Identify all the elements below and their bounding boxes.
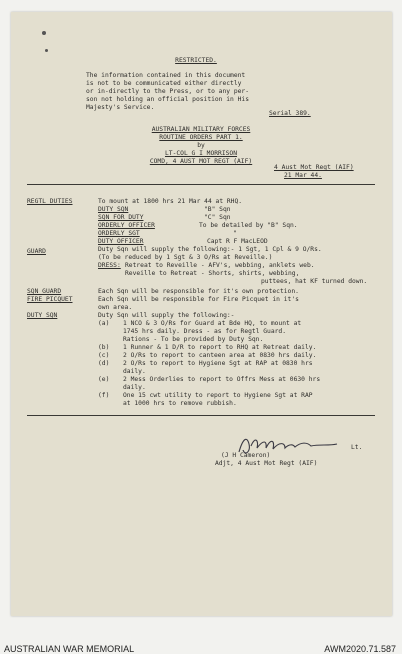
duty-label: DUTY OFFICER	[98, 238, 144, 245]
dress-line: puttees, hat KF turned down.	[261, 278, 368, 285]
title-line: AUSTRALIAN MILITARY FORCES	[151, 126, 251, 133]
signatory-role: Adjt, 4 Aust Mot Regt (AIF)	[215, 460, 318, 467]
item-letter: (a)	[98, 320, 110, 327]
sqn-guard-text: Each Sqn will be responsible for it's own protection.	[98, 288, 299, 295]
duty-value: "	[233, 230, 237, 237]
archive-footer	[0, 622, 402, 653]
punch-hole	[45, 49, 48, 52]
item-line: at 1000 hrs to remove rubbish.	[123, 400, 237, 407]
item-line: daily.	[123, 384, 146, 391]
section-heading-sqn-guard: SQN GUARD	[27, 288, 62, 295]
duty-value: "B" Sqn	[204, 206, 231, 213]
punch-hole	[42, 31, 46, 35]
item-letter: (d)	[98, 360, 110, 367]
item-letter: (f)	[98, 392, 110, 399]
archive-name: AUSTRALIAN WAR MEMORIAL	[4, 644, 135, 654]
title-line: by	[197, 142, 205, 149]
item-line: 1 NCO & 3 O/Rs for Guard at Bde HQ, to mount at	[123, 320, 302, 327]
fire-picquet-line: Each Sqn will be responsible for Fire Picquet in it's	[98, 296, 299, 303]
item-letter: (b)	[98, 344, 110, 351]
item-line: 2 O/Rs to report to Hygiene Sgt at RAP at 0830 hrs	[123, 360, 313, 367]
duty-label: ORDERLY SGT	[98, 230, 140, 237]
duty-sqn-intro: Duty Sqn will supply the following:-	[98, 312, 235, 319]
dress-line: Reveille to Retreat - Shorts, shirts, webbing,	[125, 270, 300, 277]
archive-reference: AWM2020.71.587	[324, 644, 396, 654]
notice-line: son not holding an official position in His	[86, 96, 250, 103]
guard-line: Duty Sqn will supply the following:- 1 Sgt, 1 Cpl & 9 O/Rs.	[98, 246, 322, 253]
duty-label: SQN FOR DUTY	[98, 214, 144, 221]
item-line: 1745 hrs daily. Dress - as for Regtl Guard.	[123, 328, 287, 335]
divider	[27, 415, 375, 416]
item-letter: (c)	[98, 352, 110, 359]
divider	[27, 184, 375, 185]
duty-value: To be detailed by "B" Sqn.	[199, 222, 298, 229]
item-line: 1 Runner & 1 D/R to report to RHQ at Retreat daily.	[123, 344, 317, 351]
signature-suffix: Lt.	[351, 444, 363, 451]
item-line: 2 O/Rs to report to canteen area at 0830 hrs daily.	[123, 352, 317, 359]
unit-name: 4 Aust Mot Regt (AIF)	[274, 164, 354, 171]
guard-line: (To be reduced by 1 Sgt & 3 O/Rs at Reveille.)	[98, 254, 273, 261]
section-heading-duty-sqn: DUTY SQN	[27, 312, 58, 319]
duty-value: "C" Sqn	[204, 214, 231, 221]
title-line: LT-COL G I MORRISON	[164, 150, 238, 157]
section-heading-fire-picquet: FIRE PICQUET	[27, 296, 73, 303]
section-heading-guard: GUARD	[27, 248, 46, 255]
item-line: daily.	[123, 368, 146, 375]
item-line: One 15 cwt utility to report to Hygiene Sgt at RAP	[123, 392, 313, 399]
dress-line: Retreat to Reveille - AFV's, webbing, anklets web.	[125, 262, 315, 269]
duty-label: ORDERLY OFFICER	[98, 222, 155, 229]
duty-label: DUTY SQN	[98, 206, 129, 213]
regtl-duties-intro: To mount at 1800 hrs 21 Mar 44 at RHQ.	[98, 198, 243, 205]
serial-number: Serial 389.	[269, 110, 311, 117]
item-line: 2 Mess Orderlies to report to Offrs Mess at 0630 hrs	[123, 376, 321, 383]
notice-line: The information contained in this document	[86, 72, 246, 79]
document-page	[11, 12, 392, 616]
notice-line: is not to be communicated either directly	[86, 80, 242, 87]
notice-line: or in-directly to the Press, or to any per-	[86, 88, 250, 95]
notice-line: Majesty's Service.	[86, 104, 155, 111]
section-heading-regtl-duties: REGTL DUTIES	[27, 198, 73, 205]
title-line: COMD, 4 AUST MOT REGT (AIF)	[149, 158, 253, 165]
signatory-name: (J H Cameron)	[221, 452, 271, 459]
item-line: Rations - To be provided by Duty Sqn.	[123, 336, 264, 343]
dress-label: DRESS:	[98, 262, 121, 269]
item-letter: (e)	[98, 376, 110, 383]
title-line: ROUTINE ORDERS PART 1.	[159, 134, 243, 141]
order-date: 21 Mar 44.	[284, 172, 322, 179]
fire-picquet-line: own area.	[98, 304, 133, 311]
duty-value: Capt R F MacLEOD	[207, 238, 268, 245]
classification: RESTRICTED.	[175, 57, 217, 64]
